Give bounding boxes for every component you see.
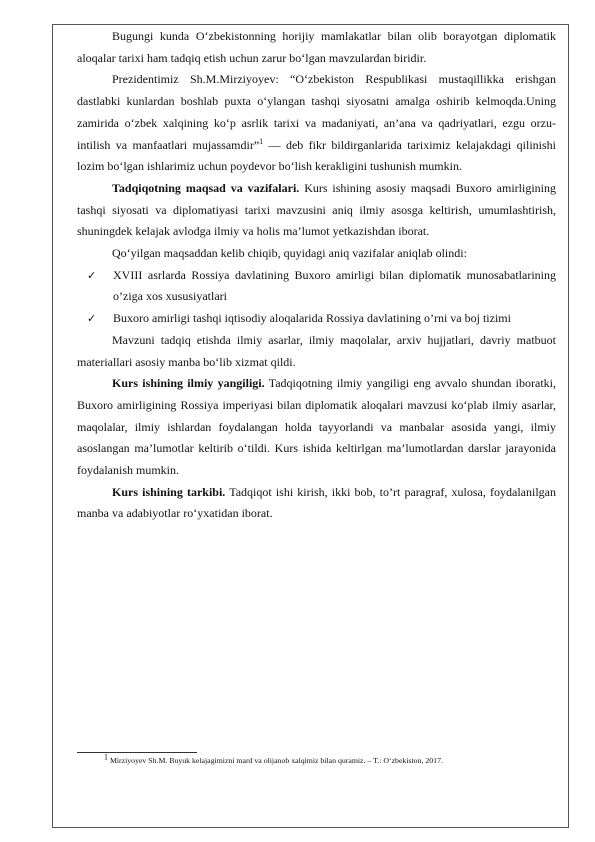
list-item	[77, 265, 556, 308]
structure-text: Tadqiqot ishi kirish, ikki bob, to’rt paragraf, xulosa, foydalanilgan manba va adabiyotlar ro‘yxatidan iborat.	[77, 484, 556, 521]
novelty-text: Tadqiqotning ilmiy yangiligi eng avvalo shundan iboratki, Buxoro amirligining Rossiya imperiyasi bilan diplomatik aloqalari mavzusi ko‘plab ilmiy asarlar, maqolalar, ilmiy ishlardan foydalangan holda tayyorlandi va manbalar asosida yangi, ilmiy asoslangan ma’lumotlar keltirib o‘tildi. Kurs ishida keltirlgan ma’lumotlardan darslar jarayonida foydalanish mumkin.	[77, 376, 556, 478]
goals-heading: Tadqiqotning maqsad va vazifalari.	[112, 180, 300, 195]
footnote	[104, 752, 554, 767]
task-text: Buxoro amirligi tashqi iqtisodiy aloqalarida Rossiya davlatining o’rni va boj tizimi	[113, 311, 511, 326]
paragraph-intro-text: Bugungi kunda O‘zbekistonning horijiy mamlakatlar bilan olib borayotgan diplomatik aloqalar tarixi ham tadqiq etish uchun zarur bo‘lgan mavzulardan biridir.	[77, 29, 556, 65]
footnote-divider	[77, 752, 197, 753]
footnote-number: 1	[104, 752, 108, 762]
checkmark-icon: ✓	[87, 312, 97, 326]
sources-text: Mavzuni tadqiq etishda ilmiy asarlar, ilmiy maqolalar, arxiv hujjatlari, davriy matbuot materiallari asosiy manba bo‘lib xizmat qildi.	[77, 332, 556, 369]
goals-text: Kurs ishining asosiy maqsadi Buxoro amirligining tashqi siyosati va diplomatiyasi tarixi mavzusini aniq ilmiy asosga keltirish, umumlashtirish, shuningdek kelajak avlodga ilmiy va holis ma’lumot yetkazishdan iborat.	[77, 180, 556, 239]
structure-heading: Kurs ishining tarkibi.	[112, 484, 226, 499]
quote-tail-text: — deb fikr bildirganlarida tariximiz kelajakdagi qilinishi lozim bo‘lgan ishlarimiz uchun poydevor bo‘lish kerakligini tushunish mumkin.	[77, 137, 556, 174]
quote-text: Prezidentimiz Sh.M.Mirziyoyev: “O‘zbekiston Respublikasi mustaqillikka erishgan dastlabki kunlardan boshlab puxta o‘ylangan tashqi siyosatni amalga oshirib kelmoqda.Uning zamirida o‘zbek xalqining ko‘p asrlik tarixi va madaniyati, an’ana va qadriyatlari, ezgu orzu-intilish va manfaatlari mujassamdir”	[77, 72, 556, 152]
paragraph-novelty	[77, 373, 556, 482]
list-item	[77, 308, 556, 330]
paragraph-president-quote	[77, 69, 556, 178]
paragraph-sources	[77, 330, 556, 373]
footnote-ref[interactable]: 1	[259, 136, 264, 146]
tasks-list	[77, 265, 556, 330]
novelty-heading: Kurs ishining ilmiy yangiligi.	[112, 376, 265, 391]
paragraph-goals	[77, 178, 556, 243]
paragraph-intro	[77, 26, 556, 69]
footnote-text: Mirziyoyev Sh.M. Buyuk kelajagimizni mard va olijanob xalqimiz bilan quramiz. – T.: O‘zbekiston, 2017.	[108, 756, 443, 765]
document-body	[77, 26, 556, 525]
tasks-intro-text: Qo‘yilgan maqsaddan kelib chiqib, quyidagi aniq vazifalar aniqlab olindi:	[112, 246, 467, 261]
paragraph-tasks-intro	[77, 243, 556, 265]
checkmark-icon: ✓	[87, 268, 97, 282]
task-text: XVIII asrlarda Rossiya davlatining Buxoro amirligi bilan diplomatik munosabatlarining o’ziga xos xususiyatlari	[113, 267, 556, 304]
paragraph-structure	[77, 482, 556, 525]
